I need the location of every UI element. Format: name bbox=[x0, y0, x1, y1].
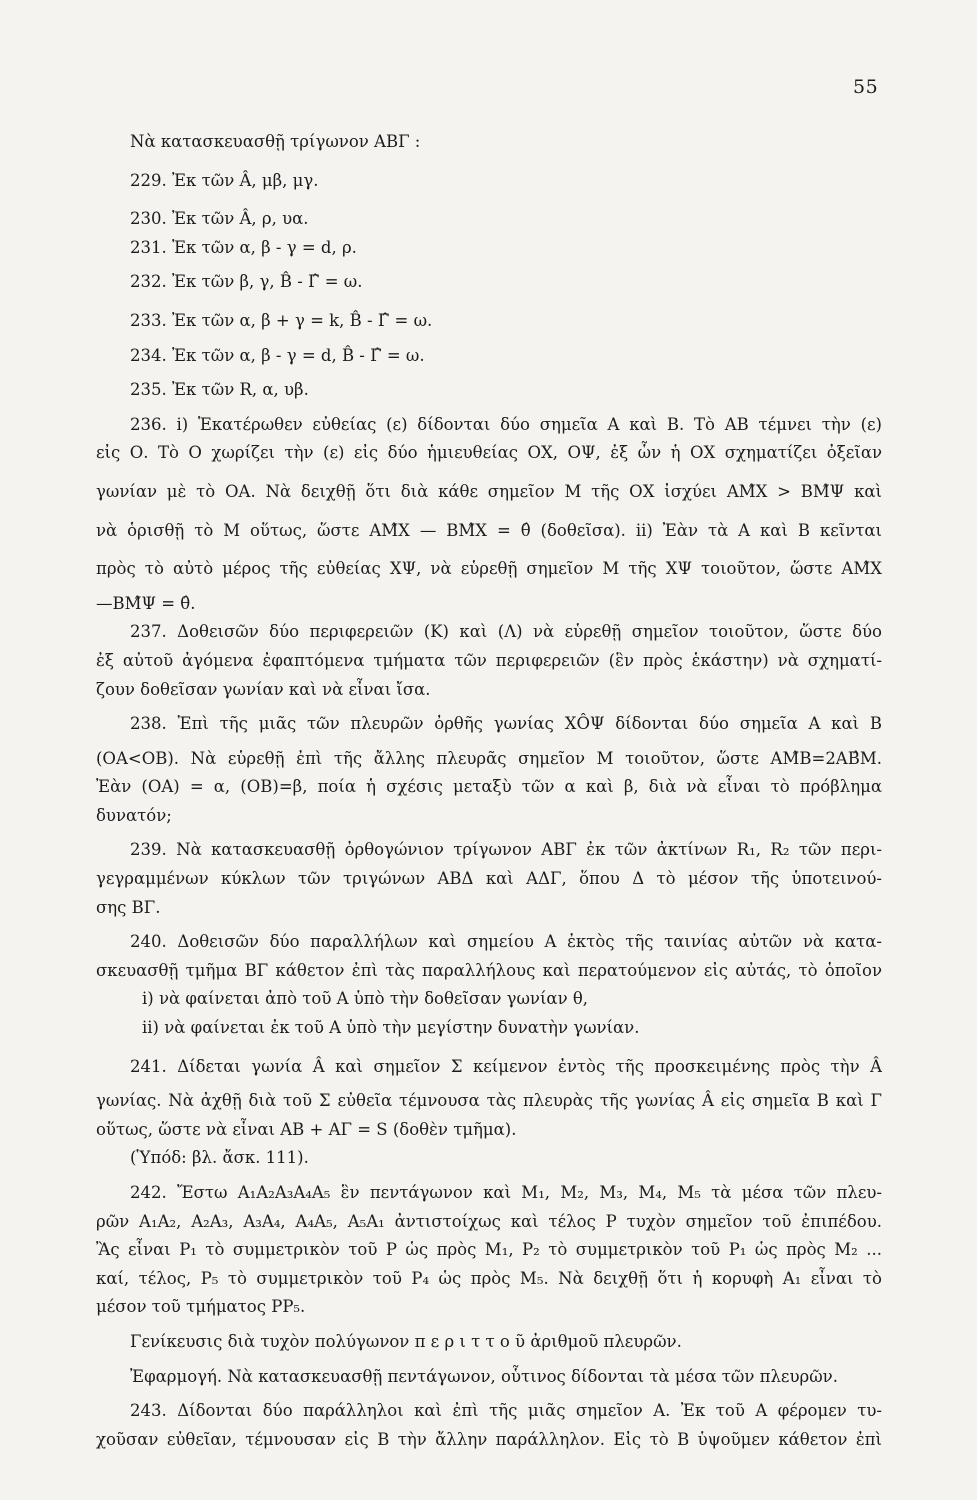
page-text bbox=[96, 128, 882, 1454]
exercise-240-line-1: 240. Δοθεισῶν δύο παραλλήλων καὶ σημείου Α ἐκτὸς τῆς ταινίας αὐτῶν νὰ κατα- bbox=[130, 932, 882, 952]
exercise-241-hint: (Ὑπόδ: βλ. ἄσκ. 111). bbox=[130, 1148, 309, 1168]
exercise-236-line-2: εἰς Ο. Τὸ Ο χωρίζει τὴν (ε) εἰς δύο ἡμιευθείας ΟΧ, ΟΨ, ἐξ ὧν ἡ ΟΧ σχηματίζει ὀξεῖαν bbox=[96, 443, 882, 463]
exercise-237-line-2: ἐξ αὐτοῦ ἀγόμενα ἐφαπτόμενα τμήματα τῶν περιφερειῶν (ἓν πρὸς ἑκάστην) νὰ σχηματί- bbox=[96, 650, 882, 670]
exercise-238-line-3: Ἐὰν (ΟΑ) = α, (ΟΒ)=β, ποία ἡ σχέσις μεταξὺ τῶν α καὶ β, διὰ νὰ εἶναι τὸ πρόβλημα bbox=[96, 777, 882, 797]
exercise-239-line-2: γεγραμμένων κύκλων τῶν τριγώνων ΑΒΔ καὶ ΑΔΓ, ὅπου Δ τὸ μέσον τῆς ὑποτεινού- bbox=[96, 869, 882, 889]
exercise-242-line-2: ρῶν Α₁Α₂, Α₂Α₃, Α₃Α₄, Α₄Α₅, Α₅Α₁ ἀντιστοίχως καὶ τέλος Ρ τυχὸν σημεῖον τοῦ ἐπιπέδου. bbox=[96, 1211, 882, 1231]
exercise-239-line-3: σης ΒΓ. bbox=[96, 897, 161, 917]
exercise-239-line-1: 239. Νὰ κατασκευασθῇ ὀρθογώνιον τρίγωνον ΑΒΓ ἐκ τῶν ἀκτίνων R₁, R₂ τῶν περι- bbox=[130, 840, 882, 860]
exercise-242-line-5: μέσον τοῦ τμήματος ΡΡ₅. bbox=[96, 1297, 306, 1317]
exercise-230: 230. Ἐκ τῶν Â, ρ, υα. bbox=[130, 209, 309, 229]
generalization-line: Γενίκευσις διὰ τυχὸν πολύγωνον π ε ρ ι τ τ ο ῦ ἀριθμοῦ πλευρῶν. bbox=[130, 1331, 682, 1351]
exercise-233: 233. Ἐκ τῶν α, β + γ = k, B̂ - Γ̂ = ω. bbox=[130, 310, 433, 330]
exercise-236-line-1: 236. i) Ἑκατέρωθεν εὐθείας (ε) δίδονται δύο σημεῖα Α καὶ Β. Τὸ ΑΒ τέμνει τὴν (ε) bbox=[130, 414, 882, 434]
page-number: 55 bbox=[853, 76, 879, 98]
exercise-241-line-1: 241. Δίδεται γωνία Â καὶ σημεῖον Σ κείμενον ἐντὸς τῆς προσκειμένης πρὸς τὴν Â bbox=[130, 1056, 882, 1076]
application-line: Ἐφαρμογή. Νὰ κατασκευασθῇ πεντάγωνον, οὗτινος δίδονται τὰ μέσα τῶν πλευρῶν. bbox=[130, 1366, 838, 1386]
exercise-236-line-3: γωνίαν μὲ τὸ ΟΑ. Νὰ δειχθῇ ὅτι διὰ κάθε σημεῖον Μ τῆς ΟΧ ἰσχύει ΑΜ̂Χ > ΒΜ̂Ψ καὶ bbox=[96, 481, 882, 501]
exercise-237-line-1: 237. Δοθεισῶν δύο περιφερειῶν (Κ) καὶ (Λ) νὰ εὑρεθῇ σημεῖον τοιοῦτον, ὥστε δύο bbox=[130, 622, 882, 642]
exercise-237-line-3: ζουν δοθεῖσαν γωνίαν καὶ νὰ εἶναι ἴσα. bbox=[96, 679, 431, 699]
exercise-240-item-ii: ii) νὰ φαίνεται ἐκ τοῦ Α ὑπὸ τὴν μεγίστην δυνατὴν γωνίαν. bbox=[142, 1018, 640, 1038]
exercise-238-line-4: δυνατόν; bbox=[96, 805, 172, 825]
exercise-242-line-1: 242. Ἔστω Α₁Α₂Α₃Α₄Α₅ ἓν πεντάγωνον καὶ Μ₁, Μ₂, Μ₃, Μ₄, Μ₅ τὰ μέσα τῶν πλευ- bbox=[130, 1183, 882, 1202]
section-heading: Νὰ κατασκευασθῇ τρίγωνον ΑΒΓ : bbox=[130, 132, 421, 151]
exercise-236-line-6: —ΒΜ̂Ψ = θ̂. bbox=[96, 593, 196, 613]
exercise-243-line-2: χοῦσαν εὐθεῖαν, τέμνουσαν εἰς Β τὴν ἄλλην παράλληλον. Εἰς τὸ Β ὑψοῦμεν κάθετον ἐπὶ bbox=[96, 1429, 882, 1449]
exercise-243-line-1: 243. Δίδονται δύο παράλληλοι καὶ ἐπὶ τῆς μιᾶς σημεῖον Α. Ἐκ τοῦ Α φέρομεν τυ- bbox=[130, 1401, 882, 1421]
exercise-238-line-2: (ΟΑ<ΟΒ). Νὰ εὑρεθῇ ἐπὶ τῆς ἄλλης πλευρᾶς σημεῖον Μ τοιοῦτον, ὥστε ΑΜ̂Β=2ΑΒ̂Μ. bbox=[96, 748, 882, 768]
exercise-238-line-1: 238. Ἐπὶ τῆς μιᾶς τῶν πλευρῶν ὀρθῆς γωνίας ΧÔΨ δίδονται δύο σημεῖα Α καὶ Β bbox=[130, 714, 882, 734]
exercise-235: 235. Ἐκ τῶν R, α, υβ. bbox=[130, 380, 309, 400]
exercise-240-line-2: σκευασθῇ τμῆμα ΒΓ κάθετον ἐπὶ τὰς παραλλήλους καὶ περατούμενον εἰς αὐτάς, τὸ ὁποῖον bbox=[96, 960, 882, 980]
exercise-242-line-3: Ἂς εἶναι Ρ₁ τὸ συμμετρικὸν τοῦ Ρ ὡς πρὸς Μ₁, Ρ₂ τὸ συμμετρικὸν τοῦ Ρ₁ ὡς πρὸς Μ₂ ... bbox=[96, 1240, 882, 1260]
exercise-241-line-2: γωνίας. Νὰ ἀχθῇ διὰ τοῦ Σ εὐθεῖα τέμνουσα τὰς πλευρὰς τῆς γωνίας Â εἰς σημεῖα Β καὶ Γ bbox=[96, 1091, 882, 1111]
exercise-229: 229. Ἐκ τῶν Â, μβ, μγ. bbox=[130, 170, 319, 190]
exercise-236-line-4: νὰ ὁρισθῇ τὸ Μ οὕτως, ὥστε ΑΜ̂Χ — ΒΜ̂Χ = θ̂ (δοθεῖσα). ii) Ἐὰν τὰ Α καὶ Β κεῖνται bbox=[96, 520, 882, 540]
exercise-241-line-3: οὕτως, ὥστε νὰ εἶναι ΑΒ + ΑΓ = S (δοθὲν τμῆμα). bbox=[96, 1119, 517, 1139]
exercise-232: 232. Ἐκ τῶν β, γ, B̂ - Γ̂ = ω. bbox=[130, 272, 363, 292]
exercise-236-line-5: πρὸς τὸ αὐτὸ μέρος τῆς εὐθείας ΧΨ, νὰ εὑρεθῇ σημεῖον Μ τῆς ΧΨ τοιοῦτον, ὥστε ΑΜ̂Χ bbox=[96, 559, 882, 579]
exercise-240-item-i: i) νὰ φαίνεται ἀπὸ τοῦ Α ὑπὸ τὴν δοθεῖσαν γωνίαν θ, bbox=[142, 989, 589, 1009]
exercise-234: 234. Ἐκ τῶν α, β - γ = d, B̂ - Γ̂ = ω. bbox=[130, 345, 425, 365]
exercise-231: 231. Ἐκ τῶν α, β - γ = d, ρ. bbox=[130, 237, 357, 257]
exercise-242-line-4: καί, τέλος, Ρ₅ τὸ συμμετρικὸν τοῦ Ρ₄ ὡς πρὸς Μ₅. Νὰ δειχθῇ ὅτι ἡ κορυφὴ Α₁ εἶναι τὸ bbox=[96, 1268, 882, 1288]
